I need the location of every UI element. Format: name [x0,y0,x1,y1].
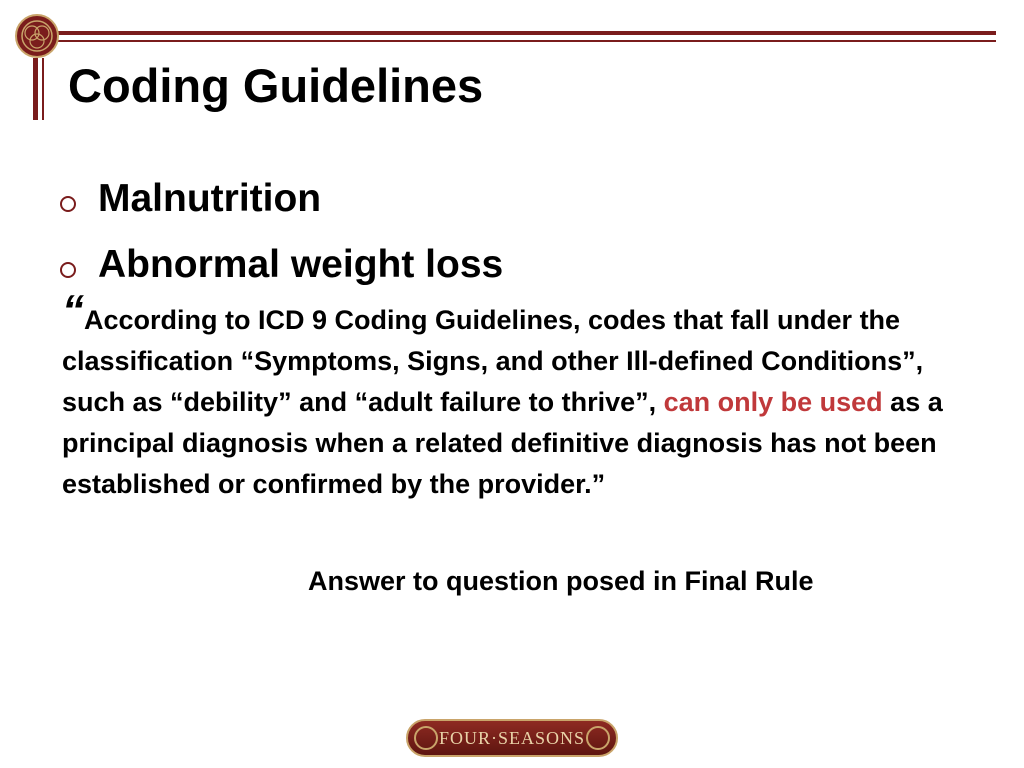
quote-open-mark: “ [62,286,84,335]
bullet-list [60,166,503,298]
four-seasons-logo [406,719,618,757]
quote-text-after: as a principal diagnosis when a related definitive diagnosis has not been established or confirmed by the provider.” [62,387,943,499]
bullet-text: Malnutrition [98,177,322,220]
header-rule-thin [50,40,996,42]
bullet-item [60,232,503,298]
guideline-quote [62,286,962,505]
celtic-ring-icon [586,726,610,750]
quote-highlight: can only be used [663,387,883,417]
celtic-knot-logo-icon [14,13,60,59]
bullet-text: Abnormal weight loss [98,243,504,286]
header-rule-thick [50,31,996,35]
bullet-item [60,166,503,232]
quote-attribution: Answer to question posed in Final Rule [308,566,814,596]
header-vertical-bar-thick [33,58,38,120]
header-vertical-bar-thin [42,58,44,120]
hollow-circle-bullet-icon [60,262,76,278]
footer-logo-text: FOUR·SEASONS [438,727,586,748]
slide-title: Coding Guidelines [68,59,484,112]
celtic-ring-icon [414,726,438,750]
quote-text-before: According to ICD 9 Coding Guidelines, codes that fall under the classification “Symptoms, Signs, and other Ill-defined Conditions”, such as “debility” and “adult failure to thrive”, [62,305,924,417]
hollow-circle-bullet-icon [60,196,76,212]
